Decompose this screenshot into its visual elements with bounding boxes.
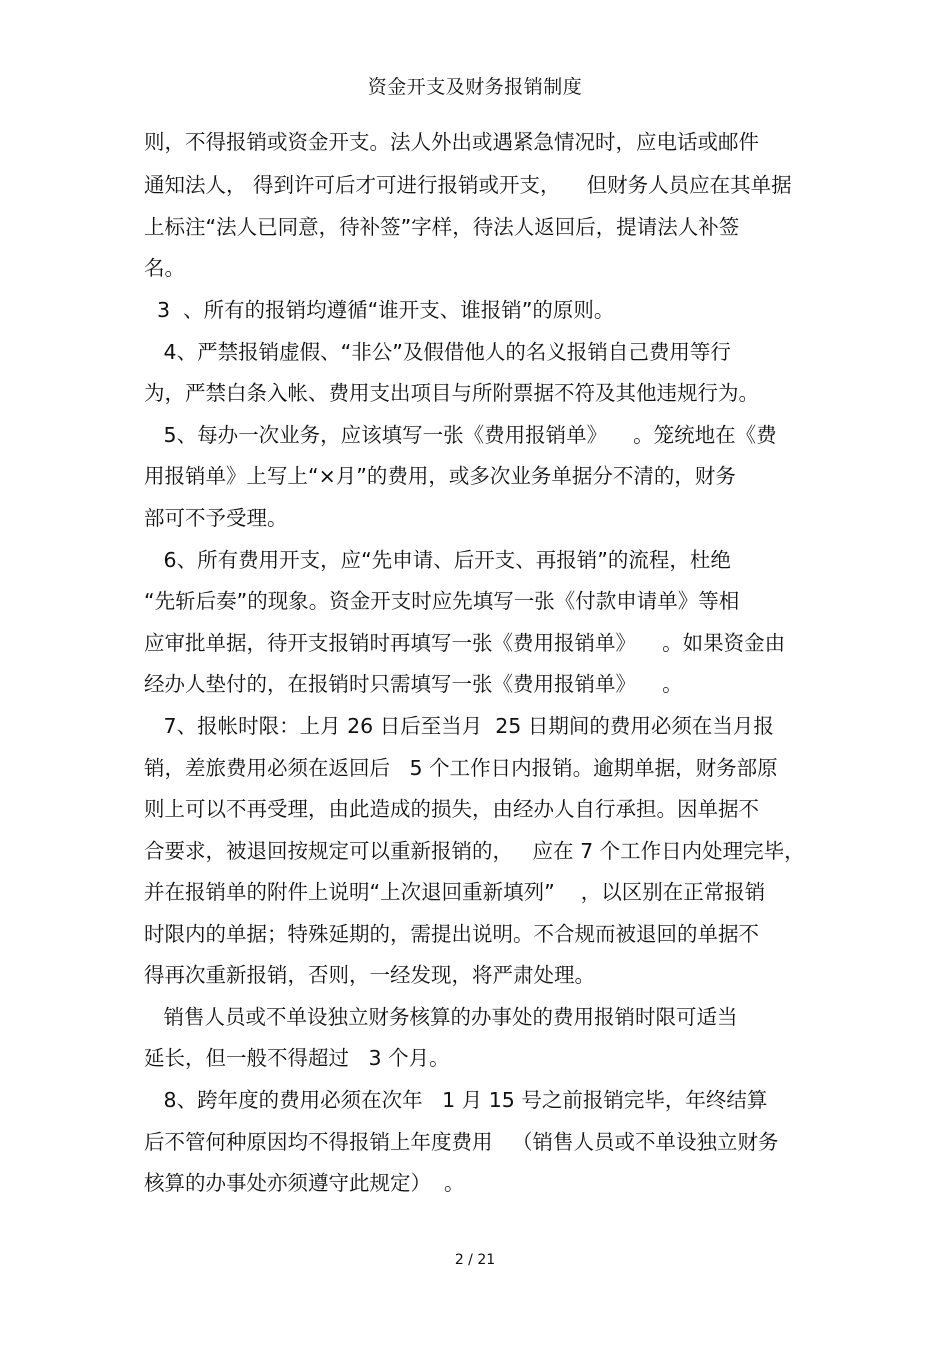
text-line: 8、跨年度的费用必须在次年 1 月 15 号之前报销完毕，年终结算	[144, 1088, 768, 1112]
text-line: 3 、所有的报销均遵循“谁开支、谁报销”的原则。	[144, 298, 615, 322]
text-line: 时限内的单据；特殊延期的，需提出说明。不合规而被退回的单据不	[144, 922, 759, 946]
text-line: 核算的办事处亦须遵守此规定） 。	[144, 1171, 465, 1195]
text-line: 后不管何种原因均不得报销上年度费用 （销售人员或不单设独立财务	[144, 1130, 779, 1154]
text-line: 经办人垫付的，在报销时只需填写一张《费用报销单》 。	[144, 672, 683, 696]
text-line: 延长，但一般不得超过 3 个月。	[144, 1046, 450, 1070]
text-line: 销，差旅费用必须在返回后 5 个工作日内报销。逾期单据，财务部原	[144, 756, 778, 780]
text-line: 销售人员或不单设独立财务核算的办事处的费用报销时限可适当	[144, 1005, 738, 1029]
page-header-title: 资金开支及财务报销制度	[367, 76, 583, 98]
text-line: 应审批单据，待开支报销时再填写一张《费用报销单》 。如果资金由	[144, 631, 786, 655]
text-line: 得再次重新报销，否则，一经发现，将严肃处理。	[144, 963, 595, 987]
text-line: 为，严禁白条入帐、费用支出项目与所附票据不符及其他违规行为。	[144, 381, 759, 405]
page-number: 2 / 21	[454, 1252, 496, 1268]
text-line: 6、所有费用开支，应“先申请、后开支、再报销”的流程，杜绝	[144, 548, 731, 572]
text-line: 上标注“法人已同意，待补签”字样，待法人返回后，提请法人补签	[144, 215, 740, 239]
text-line: 则，不得报销或资金开支。法人外出或遇紧急情况时，应电话或邮件	[144, 130, 759, 154]
text-line: 名。	[144, 256, 185, 280]
text-line: 合要求，被退回按规定可以重新报销的， 应在 7 个工作日内处理完毕，	[144, 839, 805, 863]
text-line: “先斩后奏”的现象。资金开支时应先填写一张《付款申请单》等相	[144, 589, 740, 613]
text-line: 则上可以不再受理，由此造成的损失，由经办人自行承担。因单据不	[144, 797, 759, 821]
text-line: 4、严禁报销虚假、“非公”及假借他人的名义报销自己费用等行	[144, 340, 731, 364]
text-line: 5、每办一次业务，应该填写一张《费用报销单》 。笼统地在《费	[144, 423, 777, 447]
text-line: 并在报销单的附件上说明“上次退回重新填列” ，以区别在正常报销	[144, 880, 766, 904]
text-line: 部可不予受理。	[144, 506, 288, 530]
text-line: 7、报帐时限：上月 26 日后至当月 25 日期间的费用必须在当月报	[144, 714, 774, 738]
text-line: 用报销单》上写上“×月”的费用，或多次业务单据分不清的，财务	[144, 464, 736, 488]
text-line: 通知法人， 得到许可后才可进行报销或开支， 但财务人员应在其单据	[144, 173, 792, 197]
